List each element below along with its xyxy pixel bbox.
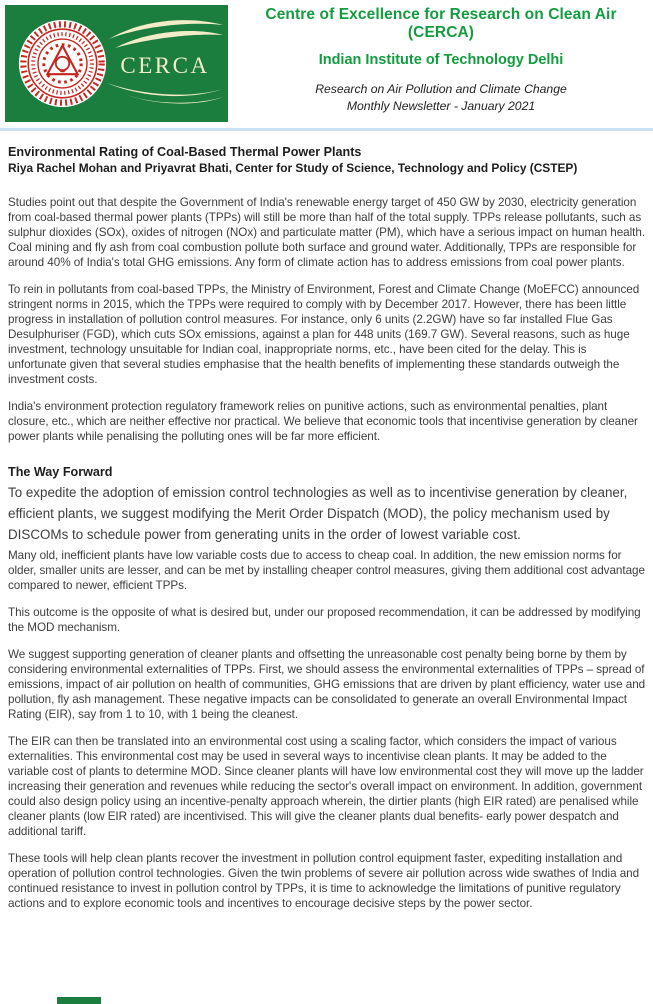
paragraph: Studies point out that despite the Government of India's renewable energy target of 450 GW by 2030, electricity generation from coal-based thermal power plants (TPPs) will still be more than half of the total supply. TPPs release pollutants, such as sulphur dioxides (SOx), oxides of nitrogen (NOx) and particulate matter (PM), which have a serious impact on human health. Coal mining and fly ash from coal combustion pollute both surface and ground water. Additionally, TPPs are responsible for around 40% of India's total GHG emissions. Any form of climate action has to address emissions from coal power plants. xyxy=(8,196,646,269)
swoosh-bottom-icon xyxy=(107,83,223,104)
article-body xyxy=(8,131,646,923)
paragraph: To rein in pollutants from coal-based TPPs, the Ministry of Environment, Forest and Climate Change (MoEFCC) announced stringent norms in 2015, which the TPPs were required to comply with by December 2017. However, there has been little progress in installation of pollution control measures. For instance, only 6 units (2.2GW) have so far installed Flue Gas Desulphuriser (FGD), which cuts SOx emissions, against a plan for 448 units (169.7 GW). Several reasons, such as huge investment, technology unsuitable for Indian coal, inappropriate norms, etc., have been cited for the delay. This is unfortunate given that several studies emphasise that the health benefits of implementing these standards outweigh the investment costs. xyxy=(8,283,640,386)
paragraph: We suggest supporting generation of cleaner plants and offsetting the unreasonable cost penalty being borne by them by considering environmental externalities of TPPs. First, we should assess the environmental externalities of TPPs – spread of emissions, impact of air pollution on health of communities, GHG emissions that are driven by plant efficiency, water use and pollution, fly ash management. These negative impacts can be consolidated to generate an overall Environmental Impact Rating (EIR), say from 1 to 10, with 1 being the cleanest. xyxy=(8,648,646,721)
article-title: Environmental Rating of Coal-Based Thermal Power Plants xyxy=(8,145,362,159)
newsletter-header xyxy=(0,0,653,128)
centre-title-line1: Centre of Excellence for Research on Clean Air xyxy=(265,6,617,23)
newsletter-tagline-line1: Research on Air Pollution and Climate Change xyxy=(315,82,567,96)
header-text-block xyxy=(236,6,646,124)
article-byline: Riya Rachel Mohan and Priyavrat Bhati, Center for Study of Science, Technology and Policy (CSTEP) xyxy=(8,161,578,175)
centre-title-line2: (CERCA) xyxy=(407,24,475,41)
iitd-emblem-icon xyxy=(18,19,107,108)
section-heading-way-forward: The Way Forward xyxy=(8,465,113,479)
paragraph: This outcome is the opposite of what is desired but, under our proposed recommendation, it can be addressed by modifying the MOD mechanism. xyxy=(8,606,641,634)
paragraph: Many old, inefficient plants have low variable costs due to access to cheap coal. In addition, the new emission norms for older, smaller units are lesser, and can be met by installing cheaper control measures, giving them additional cost advantage compared to newer, efficient TPPs. xyxy=(8,549,645,592)
paragraph: The EIR can then be translated into an environmental cost using a scaling factor, which considers the impact of various externalities. This environmental cost may be used in several ways to incentivise clean plants. It may be added to the variable cost of plants to determine MOD. Since cleaner plants will have low environmental cost they will move up the ladder increasing their generation and revenues while reducing the sector's overall impact on environment. In addition, government could also design policy using an incentive-penalty approach wherein, the dirtier plants (high EIR rated) are penalised while cleaner plants (low EIR rated) are incentivised. This will give the cleaner plants dual benefits- early power despatch and additional tariff. xyxy=(8,735,644,838)
institute-name: Indian Institute of Technology Delhi xyxy=(318,52,564,68)
newsletter-tagline-line2: Monthly Newsletter - January 2021 xyxy=(346,99,536,113)
cerca-wordmark xyxy=(105,17,225,110)
paragraph: India's environment protection regulatory framework relies on punitive actions, such as environmental penalties, plant closure, etc., which are neither effective nor practical. We believe that economic tools that incentivise generation by cleaner power plants while penalising the polluting ones will be far more efficient. xyxy=(8,400,638,443)
cerca-logo xyxy=(5,5,228,122)
paragraph: To expedite the adoption of emission control technologies as well as to incentivise generation by cleaner, efficient plants, we suggest modifying the Merit Order Dispatch (MOD), the policy mechanism used by DISCOMs to schedule power from generating units in the order of lowest variable cost. xyxy=(8,485,628,542)
next-page-header-edge xyxy=(57,997,101,1004)
cerca-logo-text: CERCA xyxy=(120,53,210,78)
paragraph: These tools will help clean plants recover the investment in pollution control equipment faster, expediting installation and operation of pollution control technologies. Given the twin problems of severe air pollution across wide swathes of India and continued resistance to invest in pollution control by TPPs, it is time to acknowledge the limitations of punitive regulatory actions and to explore economic tools and incentives to encourage decisive steps by the power sector. xyxy=(8,852,640,910)
swoosh-top-icon xyxy=(109,20,223,48)
